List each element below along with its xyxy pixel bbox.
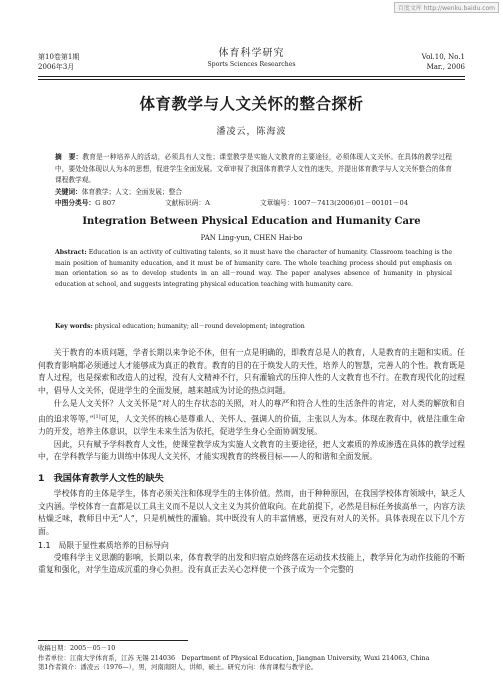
section-heading-1: 1 我国体育教学人文性的缺失 [38,472,164,484]
subsection-heading-1-1: 1.1 局限于显性素质培养的目标导向 [38,540,169,550]
body-paragraph-5: 受唯科学主义思潮的影响，长期以来，体育教学的出发和归宿点始终落在运动技术技能上，教学异化为动作技能的不断重复和强化，对学生造成沉重的身心负担。没有真正去关心怎样使一个孩子成为一个完整的 [38,552,465,575]
footnote-bio: 第1作者简介：潘凌云（1976—），男，河南南阳人，讲师，硕士。研究方向：体育课程与教学论。 [38,663,318,672]
classification-line [55,198,452,209]
header-center [38,48,465,69]
journal-title-en: Sports Sciences Researches [207,61,296,68]
date-en: Mar., 2006 [426,63,465,71]
abstract-en-label: Abstract: [55,249,87,256]
abstract-en [55,248,452,290]
keywords-en-text: physical education; humanity; all－round development; integration [94,323,305,330]
header-right [422,52,465,72]
article-title: 体育教学与人文关怀的整合探析 [139,95,364,113]
volume-cn: 第10卷第1期 [38,53,80,61]
keywords-en-label: Key words: [55,323,93,330]
article-authors: 潘凌云，陈海波 [216,127,287,137]
article-title-en: Integration Between Physical Education and Humanity Care [82,216,421,227]
abstract-cn-label: 摘 要： [55,153,83,161]
doc-code-label: 文献标识码： [165,199,206,207]
article-no-value: 1007－7413(2006)01－00101－04 [293,199,409,207]
body-paragraph-2a: 什么是人文关怀？人文关怀是“对人的生存状态的关照，对人的尊严和符合人性的生活条件的肯定，对人类的解放和自由的追求等等。” [38,398,465,424]
abstract-en-text: Education is an activity of cultivating talents, so it must have the character of humanity. Classroom teaching is the main position of humanity education, and it must be of humanity care. The whole teaching process should put emphasis on man orientation so as to develop students in an all－round way. The paper analyses absence of humanity in physical education at school, and suggests integrating physical education teaching with humanity care. [55,249,452,288]
footnote-affiliation: 作者单位：江南大学体育系，江苏 无锡 214036 Department of Physical Education, Jiangnan University, Wuxi 214063, China [38,653,430,662]
footnote-rule [38,640,188,641]
journal-title-cn: 体育科学研究 [218,48,285,59]
keywords-en [55,322,452,332]
abstract-cn-text: 教育是一种培养人的活动，必须具有人文性；课堂教学是实施人文教育的主要途径，必须体现人文关怀。在具体的教学过程中，要处处体现以人为本的思想，促进学生全面发展。文章审视了我国体育教学人文性的迷失，并提出体育教学与人文关怀整合的体育课程教学观。 [55,153,452,184]
body-paragraph-3: 因此，只有赋予学科教育人文性，使课堂教学成为实施人文教育的主要途径，把人文素质的养成渗透在具体的教学过程中，在学科教学与能力训练中体现人文关怀，才能实现教育的终极目标——人的和谐和全面发展。 [38,439,465,462]
body-paragraph-1: 关于教育的本质问题，学者长期以来争论不休，但有一点是明确的，即教育总是人的教育，人是教育的主题和实质。任何教育影响都必须通过人才能够成为真正的教育。教育的目的在于焕发人的天性，培养人的智慧，完善人的个性。教育既是育人过程，也是探索和改造人的过程，没有人文精神不行，只有灌输式的压抑人性的人文教育也不行。在教育现代化的过程中，倡导人文关怀，促进学生的全面发展，越来越成为讨论的热点问题。 [38,348,465,396]
journal-header [38,46,465,76]
article-authors-en: PAN Ling-yun, CHEN Hai-bo [200,234,303,242]
keywords-cn [55,187,452,198]
footnote [38,644,465,673]
article-no-label: 文章编号： [260,199,294,207]
body-paragraph-2 [38,398,465,439]
keywords-cn-label: 关键词： [55,188,82,196]
body-paragraph-2b: 可见，人文关怀的核心是尊重人、关怀人、强调人的价值，主张以人为本。体现在教育中，就是注重生命力的开发，培养主体意识，以学生未来生活为依托，促进学生身心全面协调发展。 [38,414,465,436]
article-no-item [260,198,408,209]
keywords-cn-text: 体育教学；人文；全面发展；整合 [81,188,183,196]
clc-label: 中图分类号： [55,199,96,207]
body-paragraph-4: 学校体育的主体是学生，体育必须关注和体现学生的主体价值。然而，由于种种原因，在我国学校体育领域中，缺乏人文内涵。学校体育一直都是以工具主义而不是以人文主义为其价值取向。在此前提下，必然是目标任务拔高单一，内容方法枯燥乏味，教师目中无“人”，只是机械性的灌输。其中既没有人的丰富情感，更没有对人的关怀。具体表现在以下几个方面。 [38,488,465,537]
date-cn: 2006年3月 [38,63,75,71]
doc-code-value: A [205,199,210,207]
volume-en: Vol.10, No.1 [421,53,465,61]
clc-value: G 807 [95,199,116,207]
clc-item [55,199,115,207]
header-rule [38,76,465,77]
citation-1: [1] [93,413,101,420]
article-body [38,347,465,577]
doc-code-item [165,198,210,209]
footnote-received: 收稿日期：2005－05－10 [38,644,116,652]
header-rule-thin [38,79,465,80]
watermark: 百度文库 http://wenku.baidu.com [394,2,499,13]
abstract-cn [55,152,452,187]
